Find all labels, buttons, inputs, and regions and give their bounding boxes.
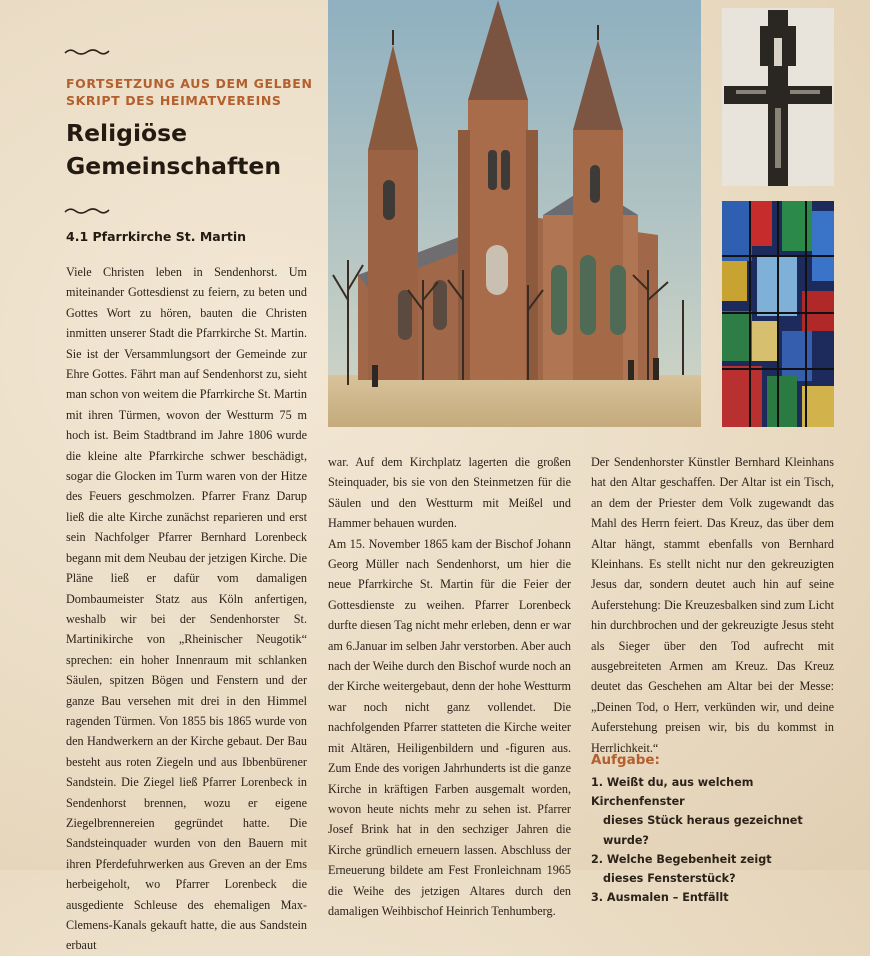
text-column-1 [66,262,307,956]
kicker [66,75,316,109]
crucifix-photo [722,8,834,186]
text-column-2 [328,452,571,921]
task-list [591,773,846,907]
kicker-line-1: FORTSETZUNG AUS DEM GELBEN [66,76,313,91]
title-line-1: Religiöse [66,119,188,147]
paragraph: Am 15. November 1865 kam der Bischof Johann Georg Müller nach Sendenhorst, um hier die neue Pfarrkirche St. Martin für die Feier der Gottesdienste zu weihen. Pfarrer Lorenbeck durfte diesen Tag nicht mehr erleben, denn er war am 6.Januar im selben Jahr verstorben. Aber auch nach der Weihe durch den Bischof wurde noch an der Kirche weitergebaut, denn der hohe Westturm war noch nicht ganz vollendet. Die nachfolgenden Pfarrer statteten die Kirche weiter mit Altären, Heiligenbildern und -figuren aus. Zum Ende des vorigen Jahrhunderts ist die ganze Kirche in kräftigen Farben ausgemalt worden, wovon heute nichts mehr zu sehen ist. Pfarrer Josef Brink hat in den sechziger Jahren die Kirche gründlich erneuern lassen. Abschluss der Erneuerung bildete am Fest Fronleichnam 1965 die Weihe des jetzigen Altares durch den damaligen Weihbischof Heinrich Tenhumberg. [328,536,571,918]
paragraph: Viele Christen leben in Sendenhorst. Um miteinander Gottesdienst zu feiern, zu beten und Gottes Wort zu hören, bauten die Christen inmitten unserer Stadt die Pfarrkirche St. Martin. Sie ist der Versammlungsort der Gemeinde zur Ehre Gottes. Fährt man auf Sendenhorst zu, sieht man schon von weitem die Pfarrkirche St. Martin mit ihren Türmen, wovon der Westturm 75 m hoch ist. Beim Stadtbrand im Jahre 1806 wurde die kleine alte Pfarrkirche schwer beschädigt, sogar die Glocken im Turm waren von der Hitze des Feuers geschmolzen. Pfarrer Franz Darup ließ die alte Kirche zunächst reparieren und erst sein Nachfolger Pfarrer Bernhard Lorenbeck begann mit dem Neubau der jetzigen Kirche. Die Pläne ließ er dafür vom damaligen Dombaumeister Statz aus Köln anfertigen, weshalb wir bei der Sendenhorster St. Martinikirche von „Rheinischer Neugotik“ sprechen: ein hoher Innenraum mit schlanken Säulen, spitzen Bögen und Fenstern und der ganze Bau versehen mit drei in den Himmel ragenden Türmen. Von 1855 bis 1865 wurde von den Handwerkern an der Kirche gebaut. Der Bau besteht aus roten Ziegeln und aus Ibbenbürener Sandstein. Die Ziegel ließ Pfarrer Lorenbeck in Sendenhorst brennen, wozu er eigene Ziegelbrennereien gegründet hatte. Die Sandsteinquader wurden von den Bauern mit ihren Pferdefuhrwerken aus Greven an der Ems herbeigeholt, wo Pfarrer Lorenbeck die ausgediente Schleuse des ehemaligen Max-Clemens-Kanals gekauft hatte, die aus Sandstein erbaut [66,265,307,953]
section-heading: 4.1 Pfarrkirche St. Martin [66,229,247,244]
page-title [66,117,321,183]
task-item-3: 3. Ausmalen – Entfällt [591,891,729,905]
task-1-line-1: 1. Weißt du, aus welchem Kirchenfenster [591,776,754,809]
paragraph: war. Auf dem Kirchplatz lagerten die großen Steinquader, bis sie von den Steinmetzen für die Säulen und den Westturm mit Meißel und Hammer behauen wurden. [328,455,571,531]
task-2-line-2: dieses Fensterstück? [603,872,736,886]
task-2-line-1: 2. Welche Begebenheit zeigt [591,852,772,866]
wave-ornament-bottom [64,206,110,216]
kicker-line-2: SKRIPT DES HEIMATVEREINS [66,93,282,108]
task-heading: Aufgabe: [591,752,660,768]
title-line-2: Gemeinschaften [66,152,282,180]
stained-glass-photo [722,201,834,427]
paragraph: Der Sendenhorster Künstler Bernhard Kleinhans hat den Altar geschaffen. Der Altar ist ein Tisch, an dem der Priester dem Volk zugewandt das Mahl des Herrn feiert. Das Kreuz, das über dem Altar hängt, stammt ebenfalls von Bernhard Kleinhans. Es stellt nicht nur den gekreuzigten Jesus dar, sondern deutet auch hin auf seine Auferstehung: Die Kreuzesbalken sind zum Licht hin durchbrochen und der gekreuzigte Jesus steht als Sieger über den Tod aufrecht mit ausgebreiteten Armen am Kreuz. Das Kreuz deutet das Geschehen am Altar bei der Messe: „Deinen Tod, o Herr, verkünden wir, und deine Auferstehung preisen wir, bis du kommst in Herrlichkeit.“ [591,455,834,755]
task-1-line-2: dieses Stück heraus gezeichnet wurde? [603,814,803,847]
task-item-1 [591,773,846,850]
wave-ornament-top [64,47,110,57]
text-column-3 [591,452,834,758]
church-photo [328,0,701,427]
task-item-2 [591,850,846,888]
